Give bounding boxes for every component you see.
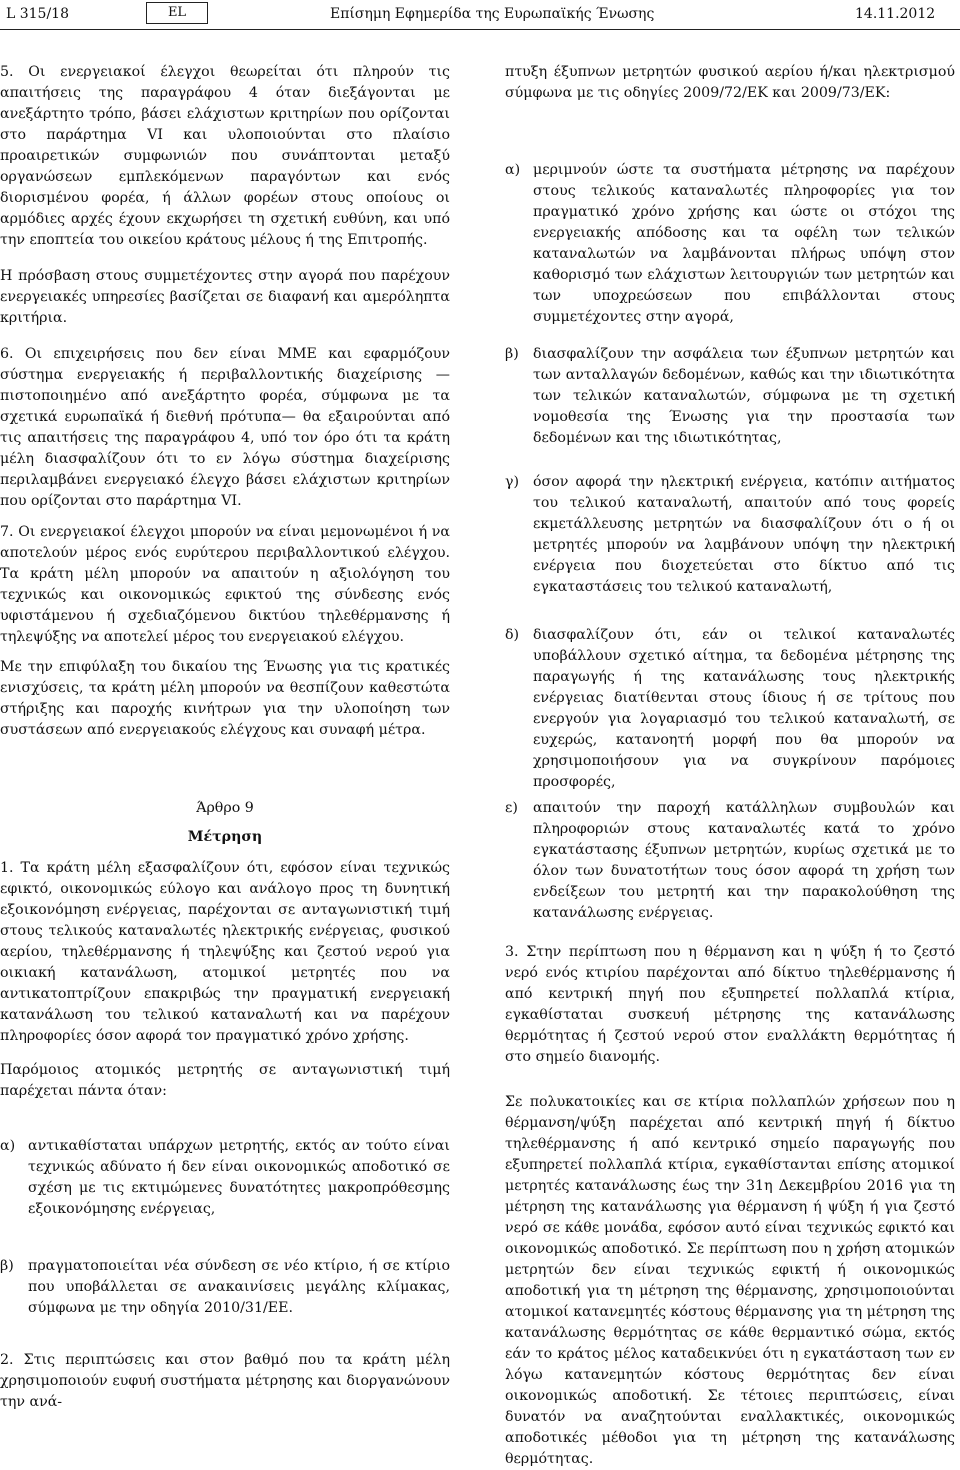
item-label: α): [0, 1138, 16, 1154]
left-paragraph-5: [0, 62, 450, 251]
item-label: γ): [505, 474, 520, 490]
article-paragraph-1-intro: Παρόμοιος ατομικός μετρητής σε ανταγωνιστική τιμή παρέχεται πάντα όταν:: [0, 1062, 450, 1099]
article-number: Άρθρο 9: [196, 800, 254, 816]
item-label: ε): [505, 800, 518, 816]
item-text: μεριμνούν ώστε τα συστήματα μέτρησης να παρέχουν στους τελικούς καταναλωτές πληροφορίες για τον πραγματικό χρόνο χρήσης και ώστε οι στόχοι της ενεργειακής απόδοσης και τα οφέλη των τελικών καταναλωτών να λαμβάνονται πλήρως υπόψη στον καθορισμό των ελάχιστων λειτουργιών των μετρητών και των υποχρεώσεων που επιβάλλονται στους συμμετέχοντες στην αγορά,: [533, 162, 955, 325]
right-item-e: [505, 798, 955, 924]
item-label: β): [505, 346, 519, 362]
right-continuation: [505, 62, 955, 104]
left-paragraph-7: [0, 522, 450, 648]
header-divider: [0, 29, 960, 30]
paragraph-6: 6. Οι επιχειρήσεις που δεν είναι ΜΜΕ και εφαρμόζουν σύστημα ενεργειακής ή περιβαλλοντικής διαχείρισης —πιστοποιημένο από ανεξάρτητο φορέα, σύμφωνα με τα σχετικά ευρωπαϊκά ή διεθνή πρότυπα— θα εξαιρούνται από τις απαιτήσεις της παραγράφου 4, υπό τον όρο ότι τα κράτη μέλη διασφαλίζουν ότι το εν λόγω σύστημα διαχείρισης περιλαμβάνει ενεργειακό έλεγχο βάσει ελάχιστων κριτηρίων που ορίζονται στο παράρτημα VI.: [0, 346, 450, 509]
article-paragraph-1: 1. Τα κράτη μέλη εξασφαλίζουν ότι, εφόσον είναι τεχνικώς εφικτό, οικονομικώς εύλογο και ανάλογο προς τη δυνητική εξοικονόμηση ενέργειας, παρέχονται σε ανταγωνιστική τιμή στους τελικούς καταναλωτές ηλεκτρικής ενέργειας, φυσικού αερίου, τηλεθέρμανσης ή τηλεψύξης και ζεστού νερού για οικιακή κατανάλωση, ατομικοί μετρητές που να αντικατοπτρίζουν επακριβώς την πραγματική ενεργειακή κατανάλωση του τελικού καταναλωτή και να παρέχουν πληροφορίες όσον αφορά τον πραγματικό χρόνο χρήσης.: [0, 860, 450, 1044]
left-article-para-2: [0, 1350, 450, 1413]
item-text: διασφαλίζουν την ασφάλεια των έξυπνων μετρητών και των ανταλλαγών δεδομένων, καθώς και την ιδιωτικότητα των τελικών καταναλωτών, σύμφωνα με τη σχετική νομοθεσία της Ένωσης για την προστασία των δεδομένων και της ιδιωτικότητας,: [533, 346, 955, 446]
list-item: [505, 625, 955, 793]
page-number: L 315/18: [6, 6, 69, 22]
right-article-para-3b: [505, 1092, 955, 1470]
left-paragraph-7b: [0, 657, 450, 741]
item-text: απαιτούν την παροχή κατάλληλων συμβουλών και πληροφοριών στους καταναλωτές κατά το χρόνο εγκατάστασης έξυπνων μετρητών, κυρίως σχετικά με το όλον των δυνατοτήτων τους όσον αφορά τη χρήση των ενδείξεων του μετρητή και την παρακολούθηση της κατανάλωσης ενέργειας.: [533, 800, 955, 921]
article-paragraph-3-multi-apartment: Σε πολυκατοικίες και σε κτίρια πολλαπλών χρήσεων που η θέρμανση/ψύξη παρέχεται από κεντρική πηγή ή δίκτυο τηλεθέρμανσης ή από κεντρικό σημείο παραγωγής που εξυπηρετεί πολλαπλά κτίρια, εγκαθίστανται επίσης ατομικοί μετρητές κατανάλωσης έως την 31η Δεκεμβρίου 2016 για τη μέτρηση της κατανάλωσης για θέρμανση ή ψύξη ή για ζεστό νερό σε κάθε μονάδα, εφόσον αυτό είναι τεχνικώς εφικτό και οικονομικώς αποδοτικό. Σε περίπτωση που η χρήση ατομικών μετρητών δεν είναι τεχνικώς εφικτή ή οικονομικώς αποδοτική για τη μέτρηση της θέρμανσης, χρησιμοποιούνται ατομικοί κατανεμητές κόστους θέρμανσης για τη μέτρηση της κατανάλωσης θερμότητας σε κάθε θερμαντικό σώμα, εκτός εάν το κράτος μέλος καταδεικνύει ότι η εγκατάσταση των εν λόγω κατανεμητών κόστους θερμότητας δεν είναι οικονομικώς αποδοτική. Σε τέτοιες περιπτώσεις, είναι δυνατόν να αναζητούνται εναλλακτικές, οικονομικώς αποδοτικές μέθοδοι για τη μέτρηση της κατανάλωσης θερμότητας.: [505, 1094, 955, 1467]
left-paragraph-5b: [0, 266, 450, 329]
paragraph-7: 7. Οι ενεργειακοί έλεγχοι μπορούν να είναι μεμονωμένοι ή να αποτελούν μέρος ενός ευρύτερου περιβαλλοντικού ελέγχου. Τα κράτη μέλη μπορούν να απαιτούν η αξιολόγηση του τεχνικώς και οικονομικώς εφικτού της σύνδεσης ενός υφιστάμενου ή σχεδιαζόμενου δικτύου τηλεθέρμανσης ή τηλεψύξης να αποτελεί μέρος του ενεργειακού ελέγχου.: [0, 524, 450, 645]
item-text: όσον αφορά την ηλεκτρική ενέργεια, κατόπιν αιτήματος του τελικού καταναλωτή, απαιτούν από τους φορείς εκμετάλλευσης μετρητών να διασφαλίζουν ότι ο ή οι μετρητές μπορούν να λαμβάνουν υπόψη την ηλεκτρική ενέργεια που διοχετεύεται στο δίκτυο από τις εγκαταστάσεις του τελικού καταναλωτή,: [533, 474, 955, 595]
journal-title: Επίσημη Εφημερίδα της Ευρωπαϊκής Ένωσης: [330, 6, 655, 22]
right-article-para-3: [505, 942, 955, 1068]
left-item-b: [0, 1256, 450, 1319]
item-text: πραγματοποιείται νέα σύνδεση σε νέο κτίριο, ή σε κτίριο που υποβάλλεται σε ανακαινίσεις μεγάλης κλίμακας, σύμφωνα με την οδηγία 2010/31/ΕΕ.: [28, 1258, 450, 1316]
right-item-b: [505, 344, 955, 449]
left-article-para-1: [0, 858, 450, 1047]
article-paragraph-2: 2. Στις περιπτώσεις και στον βαθμό που τα κράτη μέλη χρησιμοποιούν ευφυή συστήματα μέτρησης και διοργανώνουν την ανά-: [0, 1352, 450, 1410]
left-paragraph-6: [0, 344, 450, 512]
list-item: [0, 1136, 450, 1220]
left-article-para-1b: [0, 1060, 450, 1102]
item-label: α): [505, 162, 521, 178]
paragraph-5: 5. Οι ενεργειακοί έλεγχοι θεωρείται ότι πληρούν τις απαιτήσεις της παραγράφου 4 όταν διεξάγονται με ανεξάρτητο τρόπο, βάσει ελάχιστων κριτηρίων που ορίζονται στο παράρτημα VI και υλοποιούνται στο πλαίσιο προαιρετικών συμφωνιών που συνάπτονται μεταξύ οργανώσεων εμπλεκόμενων παραγόντων και ενός διορισμένου φορέα, ή άλλων φορέων στους οποίους οι αρμόδιες αρχές έχουν εκχωρήσει τη σχετική ευθύνη, και υπό την εποπτεία του οικείου κράτους μέλους ή της Επιτροπής.: [0, 64, 450, 248]
issue-date: 14.11.2012: [855, 6, 936, 22]
list-item: [505, 798, 955, 924]
right-item-c: [505, 472, 955, 598]
right-item-d: [505, 625, 955, 793]
list-item: [505, 160, 955, 328]
paragraph-5-access: Η πρόσβαση στους συμμετέχοντες στην αγορά που παρέχουν ενεργειακές υπηρεσίες βασίζεται σε διαφανή και αμερόληπτα κριτήρια.: [0, 268, 450, 326]
item-label: δ): [505, 627, 520, 643]
list-item: [505, 344, 955, 449]
paragraph-7-state-aid: Με την επιφύλαξη του δικαίου της Ένωσης για τις κρατικές ενισχύσεις, τα κράτη μέλη μπορούν να θεσπίζουν καθεστώτα στήριξης και παροχής κινήτρων για την υλοποίηση των συστάσεων από ενεργειακούς ελέγχους και συναφή μέτρα.: [0, 659, 450, 738]
article-title: Μέτρηση: [187, 829, 263, 845]
left-item-a: [0, 1136, 450, 1220]
article-heading: [0, 798, 450, 848]
language-badge: EL: [146, 2, 208, 24]
item-text: αντικαθίσταται υπάρχων μετρητής, εκτός αν τούτο είναι τεχνικώς αδύνατο ή δεν είναι οικονομικώς αποδοτικό σε σχέση με τις εκτιμώμενες δυνατότητες μακροπρόθεσμης εξοικονόμησης ενέργειας,: [28, 1138, 450, 1217]
right-item-a: [505, 160, 955, 328]
paragraph-2-continuation: πτυξη έξυπνων μετρητών φυσικού αερίου ή/και ηλεκτρισμού σύμφωνα με τις οδηγίες 2009/72/ΕΚ και 2009/73/ΕΚ:: [505, 64, 955, 101]
page-header: [0, 0, 960, 30]
item-text: διασφαλίζουν ότι, εάν οι τελικοί καταναλωτές υποβάλλουν σχετικό αίτημα, τα δεδομένα μέτρησης της παραγωγής ή της κατανάλωσης τους ηλεκτρικής ενέργειας διατίθενται στους ίδιους ή σε τρίτους που ενεργούν για λογαριασμό του τελικού καταναλωτή, σε ευχερώς, κατανοητή μορφή που θα μπορούν να χρησιμοποιήσουν για να συγκρίνουν παρόμοιες προσφορές,: [533, 627, 955, 790]
list-item: [0, 1256, 450, 1319]
item-label: β): [0, 1258, 14, 1274]
article-paragraph-3: 3. Στην περίπτωση που η θέρμανση και η ψύξη ή το ζεστό νερό ενός κτιρίου παρέχονται από δίκτυο τηλεθέρμανσης ή από κεντρική πηγή που εξυπηρετεί πολλαπλά κτίρια, εγκαθίσταται συσκευή μέτρησης της κατανάλωσης θερμότητας ή ζεστού νερού στον εναλλάκτη θερμότητας ή στο σημείο διανομής.: [505, 944, 955, 1065]
list-item: [505, 472, 955, 598]
